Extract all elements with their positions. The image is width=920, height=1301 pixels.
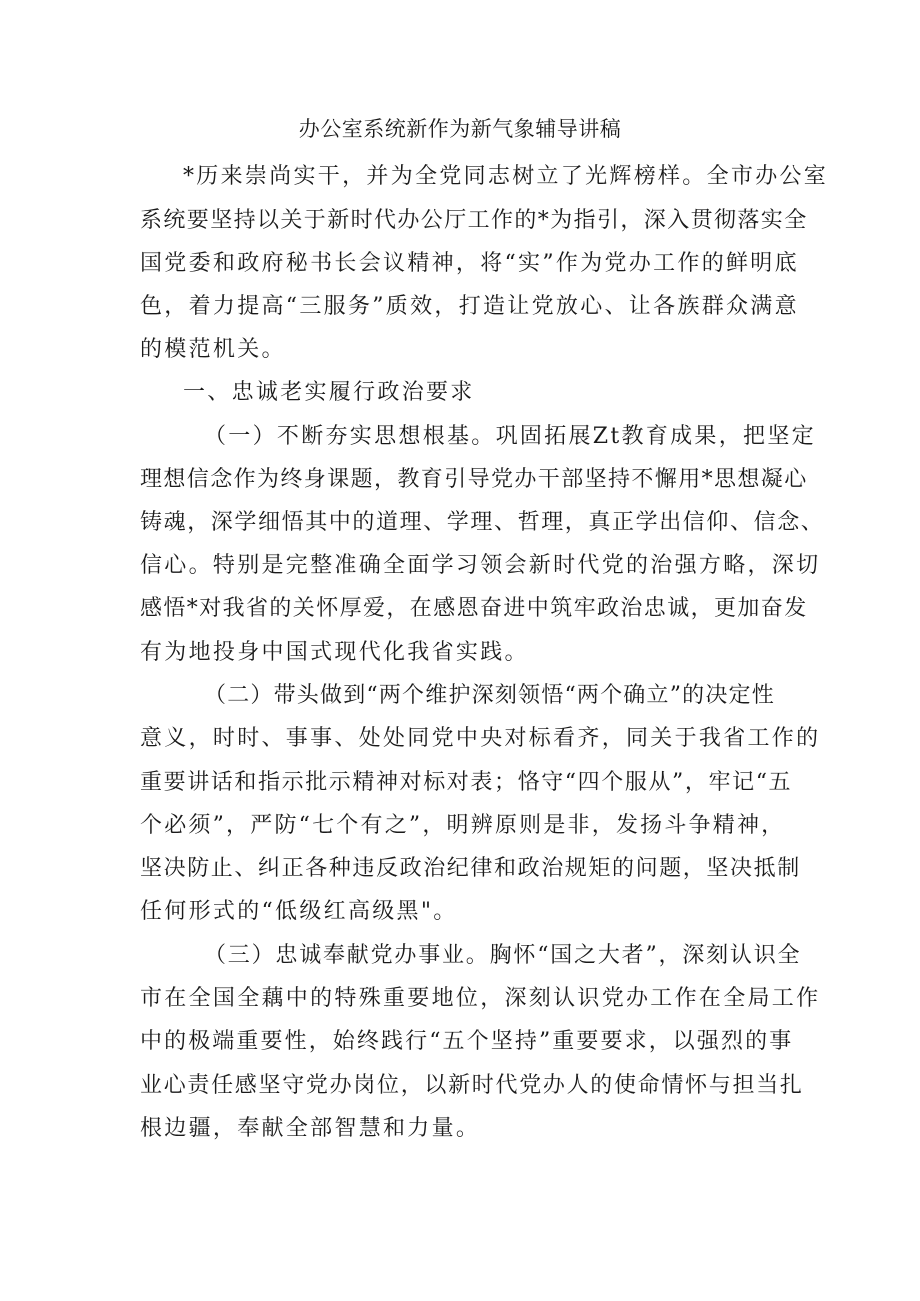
text-line: 理想信念作为终身课题，教育引导党办干部坚持不懈用*思想凝心 <box>140 467 808 492</box>
text-line: 信心。特别是完整准确全面学习领会新时代党的治强方略，深切 <box>140 553 821 578</box>
text-line: 意义，时时、事事、处处同党中央对标看齐，同关于我省工作的 <box>140 726 821 751</box>
text-line: 的模范机关。 <box>140 337 286 362</box>
text-line: （二）带头做到“两个维护深刻领悟“两个确立”的决定性 <box>204 683 775 708</box>
text-line: 色，着力提高“三服务”质效，打造让党放心、让各族群众满意 <box>140 294 799 319</box>
text-line: 铸魂，深学细悟其中的道理、学理、哲理，真正学出信仰、信念、 <box>140 510 825 535</box>
text-line: 市在全国全藕中的特殊重要地位，深刻认识党办工作在全局工作 <box>140 986 821 1011</box>
text-line: 系统要坚持以关于新时代办公厅工作的*为指引，深入贯彻落实全 <box>140 208 808 233</box>
text-line: 有为地投身中国式现代化我省实践。 <box>140 640 529 665</box>
text-line: 重要讲话和指示批示精神对标对表；恪守“四个服从”，牢记“五 <box>140 770 793 795</box>
text-line: 根边疆，奉献全部智慧和力量。 <box>140 1116 481 1141</box>
text-line: 感悟*对我省的关怀厚爱，在感恩奋进中筑牢政治忠诚，更加奋发 <box>140 596 808 621</box>
text-line: *历来崇尚实干，并为全党同志树立了光辉榜样。全市办公室 <box>183 164 829 189</box>
text-line: 个必须”，严防“七个有之”，明辨原则是非，发扬斗争精神， <box>140 813 786 838</box>
text-line: （一）不断夯实思想根基。巩固拓展Zt教育成果，把坚定 <box>204 424 816 449</box>
text-line: 国党委和政府秘书长会议精神，将“实”作为党办工作的鲜明底 <box>140 251 799 276</box>
text-line: 坚决防止、纠正各种违反政治纪律和政治规矩的问题，坚决抵制 <box>140 856 801 881</box>
document-title: 办公室系统新作为新气象辅导讲稿 <box>298 117 622 141</box>
text-line: 业心责任感坚守党办岗位，以新时代党办人的使命情怀与担当扎 <box>140 1073 804 1098</box>
text-line: 任何形式的“低级红高级黑"。 <box>140 899 458 924</box>
text-line: （三）忠诚奉献党办事业。胸怀“国之大者”，深刻认识全 <box>204 943 802 968</box>
section-heading: 一、忠诚老实履行政治要求 <box>183 380 475 405</box>
text-line: 中的极端重要性，始终践行“五个坚持”重要要求，以强烈的事 <box>140 1029 794 1054</box>
